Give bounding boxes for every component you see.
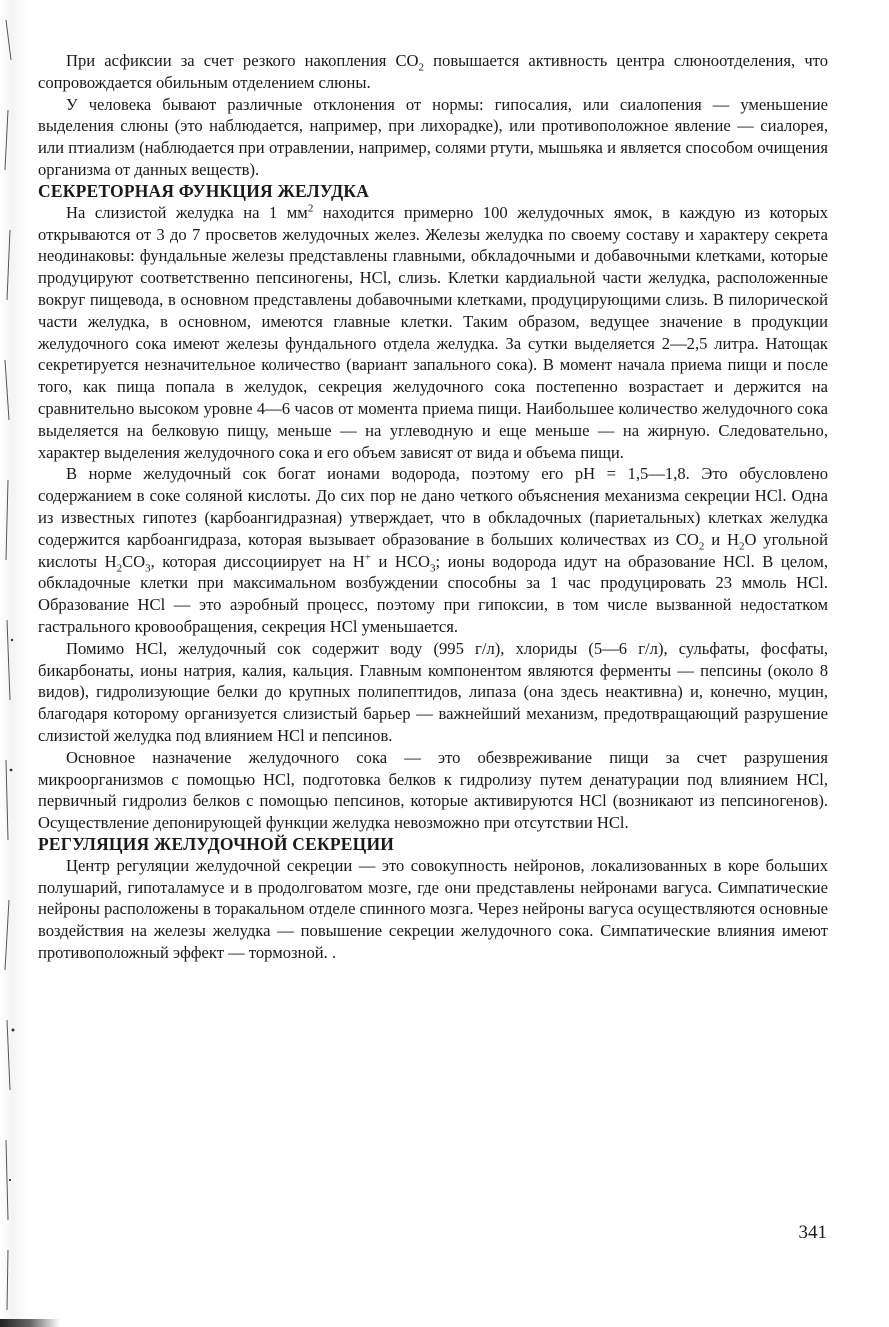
page-body xyxy=(38,50,828,964)
section-heading-regulation: РЕГУЛЯЦИЯ ЖЕЛУДОЧНОЙ СЕКРЕЦИИ xyxy=(38,833,395,854)
section-heading-secretory: СЕКРЕТОРНАЯ ФУНКЦИЯ ЖЕЛУДКА xyxy=(38,180,370,201)
paragraph-gastric-acidity: В норме желудочный сок богат ионами водорода, поэтому его pH = 1,5—1,8. Это обусловлено содержанием в соке соляной кислоты. До сих пор не дано четкого объяснения механизма секреции HCl. Одна из известных гипотез (карбоангидразная) утверждает, что в обкладочных (париетальных) клетках желудка содержится карбоангидраза, которая вызывает образование в больших количествах из $CO_2$ и $H_2O$ угольной кислоты $H_2CO_3$, которая диссоциирует на H+ и $HCO_3$; ионы водорода идут на образование HCl. В целом, обкладочные клетки при максимальном возбуждении способны за 1 час продуцировать 23 ммоль HCl. Образование HCl — это аэробный процесс, поэтому при гипоксии, в том числе вызванной недостатком гастрального кровообращения, секреция HCl уменьшается. xyxy=(38,464,829,636)
paragraph-salivation-deviations: У человека бывают различные отклонения от нормы: гипосалия, или сиалопения — уменьшение выделения слюны (это наблюдается, например, при лихорадке), или противоположное явление — сиалорея, или птиализм (наблюдается при отравлении, например, солями ртути, мышьяка и является способом очищения организма от данных веществ). xyxy=(38,94,828,179)
binding-edge-marks xyxy=(2,0,28,1327)
page-number: 341 xyxy=(798,1222,827,1243)
scan-shadow xyxy=(0,1319,60,1327)
paragraph-juice-purpose: Основное назначение желудочного сока — это обезвреживание пищи за счет разрушения микроорганизмов с помощью HCl, подготовка белков к гидролизу путем денатурации под влиянием HCl, первичный гидролиз белков с помощью пепсинов, которые активируются HCl (возникают из пепсиногенов). Осуществление депонирующей функции желудка невозможно при отсутствии HCl. xyxy=(38,747,828,833)
paragraph-juice-composition: Помимо HCl, желудочный сок содержит воду (995 г/л), хлориды (5—6 г/л), сульфаты, фосфаты, бикарбонаты, ионы натрия, калия, кальция. Главным компонентом являются ферменты — пепсины (около 8 видов), гидролизующие белки до крупных полипептидов, липаза (она здесь неактивна) и, конечно, муцин, благодаря которому организуется слизистый барьер — важнейший механизм, предотвращающий разрушение слизистой желудка под влиянием HCl и пепсинов. xyxy=(38,638,828,745)
paragraph-regulation-center: Центр регуляции желудочной секреции — это совокупность нейронов, локализованных в коре больших полушарий, гипоталамусе и в продолговатом мозге, где они представлены нейронами вагуса. Симпатические нейроны расположены в торакальном отделе спинного мозга. Через нейроны вагуса осуществляются основные воздействия на железы желудка — повышение секреции желудочного сока. Симпатические влияния имеют противоположный эффект — тормозной. . xyxy=(38,855,828,963)
paragraph-gastric-glands: На слизистой желудка на 1 $мм^2$ находится примерно 100 желудочных ямок, в каждую из которых открываются от 3 до 7 просветов желудочных желез. Железы желудка по своему составу и характеру секрета неодинаковы: фундальные железы представлены главными, обкладочными и добавочными клетками, которые продуцируют соответственно пепсиногены, HCl, слизь. Клетки кардиальной части желудка, расположенные вокруг пищевода, в основном представлены добавочными клетками, продуцирующими слизь. В пилорической части желудка, в основном, имеются главные клетки. Таким образом, ведущее значение в продукции желудочного сока имеют железы фундального отдела желудка. За сутки выделяется 2—2,5 литра. Натощак секретируется незначительное количество (вариант запального сока). В момент начала приема пищи и после того, как пища попала в желудок, секреция желудочного сока постепенно возрастает и держится на сравнительно высоком уровне 4—6 часов от момента приема пищи. Наибольшее количество желудочного сока выделяется на белковую пищу, меньше — на углеводную и еще меньше — на жирную. Следовательно, характер выделения желудочного сока и его объем зависят от вида и объема пищи. xyxy=(38,202,828,462)
paragraph-asphyxia: При асфиксии за счет резкого накопления $CO_2$ повышается активность центра слюноотделения, что сопровождается обильным отделением слюны. xyxy=(38,51,828,92)
